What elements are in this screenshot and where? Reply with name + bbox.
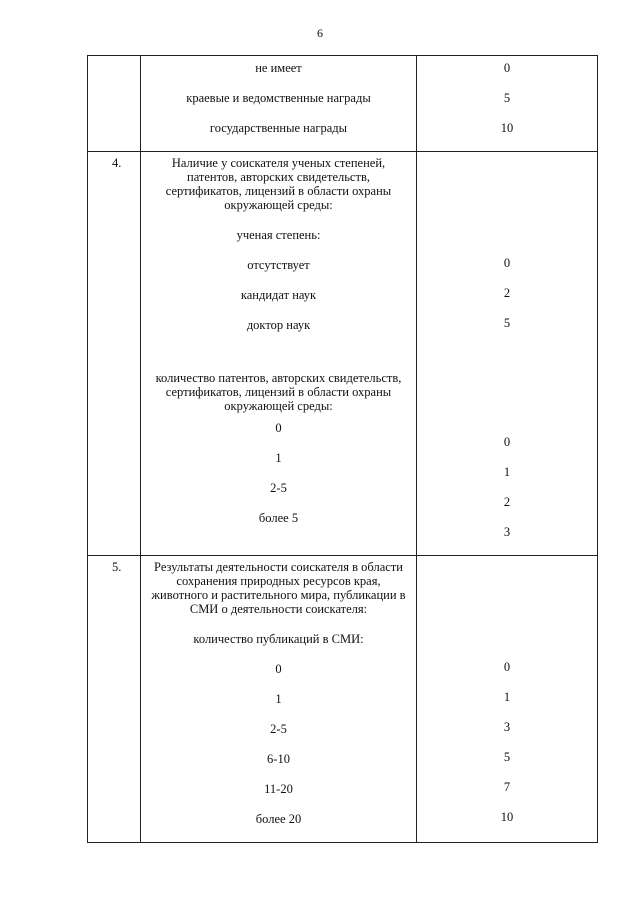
criterion-option: 11-20 bbox=[264, 782, 293, 796]
criterion-option: кандидат наук bbox=[240, 288, 317, 302]
criterion-option: 6-10 bbox=[267, 752, 290, 766]
score-value: 7 bbox=[503, 780, 511, 794]
score-value: 0 bbox=[503, 61, 511, 75]
subheading: ученая степень: bbox=[236, 228, 321, 242]
score-value: 2 bbox=[503, 286, 511, 300]
description-cell bbox=[141, 152, 417, 556]
criterion-option: 1 bbox=[275, 692, 282, 706]
criterion-option: 0 bbox=[275, 662, 282, 676]
criterion-option: 1 bbox=[275, 451, 282, 465]
description-cell bbox=[141, 56, 417, 152]
score-value: 0 bbox=[503, 256, 511, 270]
table-row-criterion-5 bbox=[88, 556, 598, 843]
score-value: 5 bbox=[503, 750, 511, 764]
description-cell bbox=[141, 556, 417, 843]
score-value: 1 bbox=[503, 465, 511, 479]
criterion-option: 2-5 bbox=[270, 722, 287, 736]
criterion-option: не имеет bbox=[255, 61, 302, 75]
score-value: 1 bbox=[503, 690, 511, 704]
criterion-option: 0 bbox=[275, 421, 282, 435]
criterion-number: 5. bbox=[88, 556, 141, 843]
score-cell bbox=[417, 152, 598, 556]
criterion-number: 4. bbox=[88, 152, 141, 556]
score-value: 0 bbox=[503, 660, 511, 674]
page-number: 6 bbox=[317, 26, 323, 40]
score-cell bbox=[417, 556, 598, 843]
score-value: 2 bbox=[503, 495, 511, 509]
score-value: 5 bbox=[503, 91, 511, 105]
score-value: 5 bbox=[503, 316, 511, 330]
score-value: 3 bbox=[503, 525, 511, 539]
criterion-option: доктор наук bbox=[246, 318, 311, 332]
subheading: количество публикаций в СМИ: bbox=[193, 632, 364, 646]
criterion-option: 2-5 bbox=[270, 481, 287, 495]
subheading: количество патентов, авторских свидетельств, сертификатов, лицензий в области охраны окружающей среды: bbox=[155, 371, 402, 413]
criterion-option: более 20 bbox=[255, 812, 302, 826]
score-value: 10 bbox=[500, 121, 514, 135]
criterion-option: краевые и ведомственные награды bbox=[186, 91, 371, 105]
score-cell bbox=[417, 56, 598, 152]
criterion-option: государственные награды bbox=[209, 121, 348, 135]
criterion-title: Наличие у соискателя ученых степеней, патентов, авторских свидетельств, сертификатов, лицензий в области охраны окружающей среды: bbox=[165, 156, 392, 212]
score-value: 3 bbox=[503, 720, 511, 734]
criterion-option: отсутствует bbox=[247, 258, 310, 272]
score-value: 0 bbox=[503, 435, 511, 449]
criterion-title: Результаты деятельности соискателя в области сохранения природных ресурсов края, животного и растительного мира, публикации в СМИ о деятельности соискателя: bbox=[151, 560, 406, 616]
criterion-option: более 5 bbox=[258, 511, 299, 525]
criteria-table bbox=[87, 55, 598, 843]
table-row-continuation bbox=[88, 56, 598, 152]
score-value: 10 bbox=[500, 810, 514, 824]
number-cell bbox=[88, 56, 141, 152]
table-row-criterion-4 bbox=[88, 152, 598, 556]
